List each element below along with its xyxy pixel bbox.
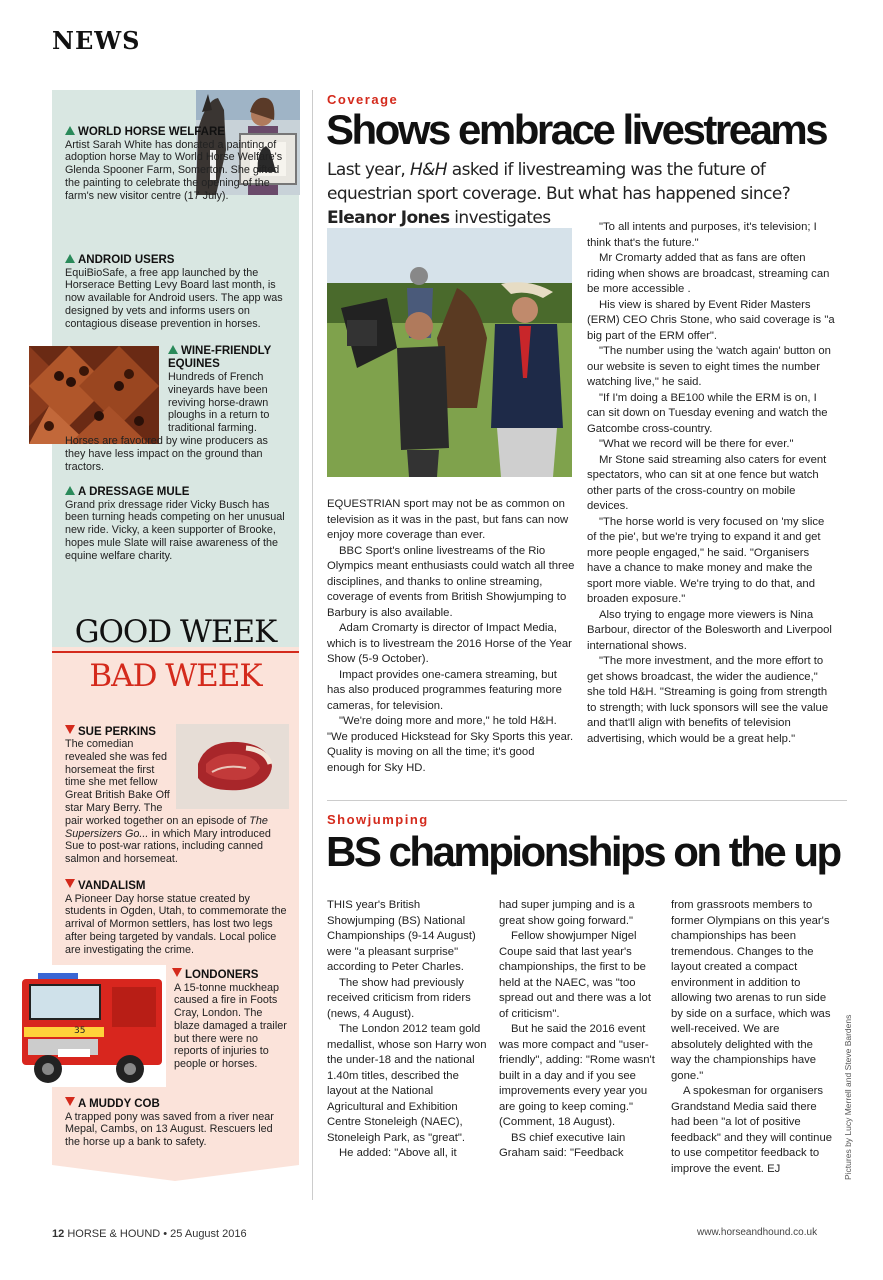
- article1-byline: Eleanor Jones: [327, 208, 450, 228]
- bad-week-panel-notch: [52, 1165, 299, 1181]
- article1-col1-p3: Adam Cromarty is director of Impact Media, which is to livestream the 2016 Horse of the Year Show (5-9 October).: [327, 622, 572, 665]
- fire-engine-photo: [18, 965, 166, 1087]
- article1-col2-p1: "To all intents and purposes, it's television; I think that's the future.": [587, 221, 817, 249]
- article2-col1: [327, 898, 489, 1162]
- bad-item-1-title: SUE PERKINS: [78, 726, 156, 738]
- article1-col2-p6: "What we record will be there for ever.": [599, 438, 794, 450]
- article2-col1-p3: The London 2012 team gold medallist, whose son Harry won the under-18 and the national 1.40m titles, described the layout at the National Agricultural and Exhibition Centre Stoneleigh (NAEC), Stoneleigh Park, as "great".: [327, 1023, 487, 1144]
- bad-item-4-head: [65, 1097, 289, 1111]
- svg-text:35: 35: [74, 1026, 86, 1036]
- article2-col1-p1: THIS year's British Showjumping (BS) National Championships (9-14 August) were "a pleasant surprise" according to Peter Charles.: [327, 899, 476, 973]
- article1-col2-p5: "If I'm doing a BE100 while the ERM is on, I can sit down on Tuesday evening and watch the Gatcombe cross-country.: [587, 391, 828, 435]
- good-item-1: [65, 126, 297, 202]
- article1-col2-p8: "The horse world is very focused on 'my slice of the pie', but we're trying to expand it and get more people engaged," he said. "Organisers have a chance to make money and make the sport more viable. We're trying to do that, and broaden exposure.": [587, 515, 825, 605]
- article2-headline: BS championships on the up: [326, 828, 840, 875]
- article1-col2-p9: Also trying to engage more viewers is Nina Barbour, director of the Bolesworth and Liverpool international shows.: [587, 608, 832, 652]
- bad-item-1-head: [65, 725, 175, 739]
- article2-col2: [499, 898, 661, 1162]
- article1-headline: Shows embrace livestreams: [326, 106, 827, 153]
- article2-col1-p4: He added: "Above all, it: [339, 1147, 457, 1159]
- article2-col2-p2: Fellow showjumper Nigel Coupe said that last year's championships, the first to be held at the NAEC, was "too spread out and there was a lot of criticism".: [499, 930, 651, 1020]
- bad-item-3-text: A 15-tonne muckheap caused a fire in Foots Cray, London. The blaze damaged a trailer but there were no reports of injuries to people or horses.: [174, 981, 287, 1071]
- good-week-title: GOOD WEEK: [74, 614, 277, 650]
- folio-text: HORSE & HOUND • 25 August 2016: [67, 1228, 247, 1240]
- bad-item-4-text: A trapped pony was saved from a river near Mepal, Cambs, on 13 August. Rescuers led the horse up a bank to safety.: [65, 1110, 274, 1149]
- article1-kicker: Coverage: [327, 92, 399, 107]
- good-item-3-head: [168, 345, 286, 370]
- site-url[interactable]: www.horseandhound.co.uk: [697, 1227, 818, 1238]
- bad-item-3: [172, 968, 289, 1071]
- article-divider: [327, 800, 847, 801]
- good-item-3-text: [65, 371, 287, 473]
- up-arrow-icon: [65, 126, 75, 135]
- bad-item-2-title: VANDALISM: [78, 880, 146, 892]
- standfirst-part-b: asked if livestreaming was the future of equestrian sport coverage. But what has happened since?: [327, 160, 791, 204]
- photo-credit: Pictures by Lucy Merrell and Steve Bardens: [843, 1014, 853, 1180]
- good-item-2: [65, 254, 287, 330]
- good-item-3-title: WINE-FRIENDLY EQUINES: [168, 345, 272, 370]
- good-item-1-text: Artist Sarah White has donated a painting of adoption horse May to World Horse Welfare's Glenda Spooner Farm, Somerton. She gifted the painting to celebrate the opening of the farm's new visitor centre (17 July).: [65, 138, 283, 202]
- article2-col2-p4: BS chief executive Iain Graham said: "Feedback: [499, 1131, 626, 1159]
- good-item-4-text: Grand prix dressage rider Vicky Busch has been turning heads competing on her unusual new ride. Vicky, a keen supporter of Brooke, hopes mule Slate will raise awareness of the equine welfare charity.: [65, 498, 285, 562]
- good-item-1-title: WORLD HORSE WELFARE: [78, 126, 225, 138]
- bad-item-2-text: A Pioneer Day horse statue created by students in Ogden, Utah, to commemorate the arrival of Mormon settlers, has lost two legs after being targeted by vandals. Local police are investigating the crime.: [65, 892, 287, 956]
- page-folio: [52, 1228, 247, 1240]
- bad-item-1-show-title: The Supersizers Go...: [65, 814, 268, 840]
- article2-kicker: Showjumping: [327, 812, 429, 827]
- down-arrow-icon: [65, 725, 75, 734]
- bad-item-1-text: [65, 738, 289, 866]
- article2-col1-p2: The show had previously received criticism from riders (news, 4 August).: [327, 976, 471, 1020]
- down-arrow-icon: [172, 968, 182, 977]
- article1-col1: [327, 497, 575, 776]
- article1-col1-p2: BBC Sport's online livestreams of the Rio Olympics meant enthusiasts could watch all three disciplines, and thanks to online streaming, coverage of events from British Showjumping to Barbury is also available.: [327, 544, 575, 619]
- article2-col3: [671, 898, 833, 1177]
- article2-col2-p3: But he said the 2016 event was more compact and "user-friendly", adding: "Rome wasn't built in a day and if you see improvements every year you are going to keep coming." (Comment, 18 August).: [499, 1023, 655, 1128]
- article1-col2-p3: His view is shared by Event Rider Masters (ERM) CEO Chris Stone, who said coverage is "a big part of the ERM offer".: [587, 298, 835, 342]
- standfirst-part-c: investigates: [449, 208, 551, 228]
- week-divider: [52, 651, 299, 653]
- bad-item-4-title: A MUDDY COB: [78, 1098, 160, 1110]
- bad-item-3-head: [172, 968, 289, 982]
- down-arrow-icon: [65, 879, 75, 888]
- article1-col2-p2: Mr Cromarty added that as fans are often riding when shows are broadcast, streaming can be more accessible .: [587, 252, 830, 295]
- good-item-3-body: Hundreds of French vineyards have been reviving horse-drawn ploughs in a return to traditional farming. Horses are favoured by wine producers as they have less impact on the ground than tractors.: [65, 371, 270, 473]
- bad-item-2: [65, 879, 289, 956]
- bad-item-4: [65, 1097, 289, 1149]
- standfirst-magazine: H&H: [409, 160, 447, 180]
- article1-col1-p1: EQUESTRIAN sport may not be as common on television as it was in the past, but fans can now enjoy more coverage than ever.: [327, 498, 569, 541]
- bad-item-1: [65, 725, 175, 739]
- cameraman-photo: [327, 228, 572, 477]
- standfirst-part-a: Last year,: [327, 160, 410, 180]
- good-item-2-title: ANDROID USERS: [78, 254, 175, 266]
- good-item-4-title: A DRESSAGE MULE: [78, 486, 190, 498]
- article1-col1-p4: Impact provides one-camera streaming, but has also produced programmes featuring more cameras, for television.: [327, 668, 562, 712]
- article1-col1-p5: "We're doing more and more," he told H&H. "We produced Hickstead for Sky Sports this year. Quality is moving on all the time; it's good enough for Sky HD.: [327, 715, 574, 774]
- good-item-2-head: [65, 254, 287, 267]
- bad-week-title: BAD WEEK: [89, 658, 262, 694]
- article2-col2-p1: had super jumping and is a great show going forward.": [499, 899, 635, 927]
- section-label: NEWS: [52, 26, 141, 55]
- good-item-3: [168, 345, 286, 370]
- down-arrow-icon: [65, 1097, 75, 1106]
- up-arrow-icon: [65, 254, 75, 263]
- article2-col3-p2: A spokesman for organisers Grandstand Media said there had been "a lot of positive feedback" and they will continue to use competitor feedback to improve the event. EJ: [671, 1085, 833, 1175]
- up-arrow-icon: [168, 345, 178, 354]
- bad-item-1-text-a: The comedian revealed she was fed horsemeat the first time she met fellow Great British Bake Off star Mary Berry. The pair worked together on an episode of: [65, 738, 250, 827]
- good-item-4: [65, 486, 287, 562]
- bad-item-3-title: LONDONERS: [185, 969, 259, 981]
- article1-col2-p4: "The number using the 'watch again' button on our website is seven to eight times the number watching live," he said.: [587, 345, 831, 388]
- up-arrow-icon: [65, 486, 75, 495]
- bad-item-2-head: [65, 879, 289, 893]
- good-item-4-head: [65, 486, 287, 499]
- bad-item-1-text-b: in which Mary introduced Sue to post-war rations, including canned salmon and horsemeat.: [65, 827, 271, 866]
- article1-col2-p7: Mr Stone said streaming also caters for event spectators, who can sit at one fence but watch other parts of the cross-country on mobile devices.: [587, 453, 827, 512]
- article1-col2: [587, 220, 836, 747]
- article1-col2-p10: "The more investment, and the more effort to get shows broadcast, the wider the audience," she told H&H. "Streaming is going from strength to strength; with luck sponsors will see the value and that'll align with benefits of television advertising, which would be a great help.": [587, 655, 829, 745]
- column-divider: [312, 90, 313, 1200]
- good-item-1-head: [65, 126, 297, 139]
- good-item-2-text: EquiBioSafe, a free app launched by the Horserace Betting Levy Board last month, is now available for Android users. The app was designed by vets and informs users on contagious disease prevention in horses.: [65, 266, 283, 330]
- article2-col3-p1: from grassroots members to former Olympians on this year's championships has been tremendous. Changes to the layout created a compact environment in addition to allowing two arenas to run side by side on a surface, which was well-received. We are absolutely delighted with the way the championships have gone.": [671, 899, 831, 1082]
- page-number: 12: [52, 1228, 65, 1240]
